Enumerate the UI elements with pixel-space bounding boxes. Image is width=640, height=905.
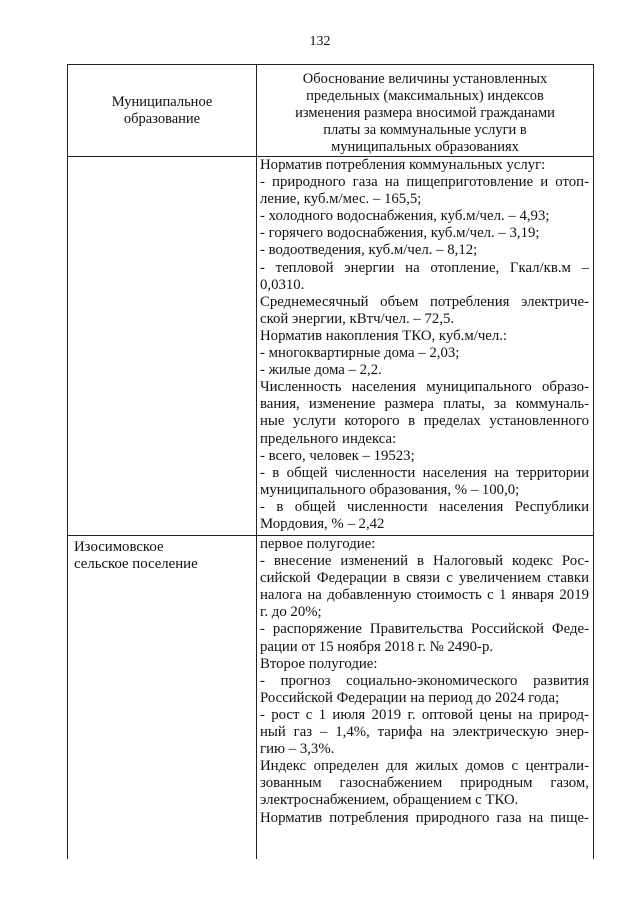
text-line: сийской Федерации в связи с увеличением ставки [260,570,589,587]
text-line: - водоотведения, куб.м/чел. – 8,12; [260,242,478,259]
text-line: рации от 15 ноября 2018 г. № 2490-р. [260,638,494,655]
municipality-name-line: Изосимовское [74,539,164,555]
text-line: Норматив накопления ТКО, куб.м/чел.: [260,327,508,344]
text-line: первое полугодие: [260,536,376,552]
header-municipality-line: образование [123,110,201,127]
table-header-row [68,65,594,157]
text-line: Среднемесячный объем потребления электриче- [260,293,589,310]
table-row [68,536,594,860]
text-line: гию – 3,3%. [260,741,335,758]
text-line: предельного индекса: [260,430,397,447]
header-justification-line: Обоснование величины установленных [302,71,548,87]
text-line: - рост с 1 июля 2019 г. оптовой цены на природ- [260,706,589,723]
row-municipality [68,536,257,860]
text-line: Норматив потребления коммунальных услуг: [260,157,546,173]
table-row [68,157,594,536]
text-line: зованным газоснабжением природным газом, [260,775,589,792]
text-line: - природного газа на пищеприготовление и отоп- [260,174,589,191]
text-line: Индекс определен для жилых домов с централи- [260,758,589,775]
header-justification-line: платы за коммунальные услуги в [323,122,527,138]
text-line: - холодного водоснабжения, куб.м/чел. – 4,93; [260,208,550,225]
text-line: Второе полугодие: [260,655,378,672]
text-line: электроснабжением, обращением с ТКО. [260,792,519,809]
row-justification-text [257,157,594,536]
header-justification-line: предельных (максимальных) индексов [306,88,544,104]
header-justification-line: муниципальных образованиях [331,139,519,155]
text-line: - распоряжение Правительства Российской Феде- [260,621,589,638]
text-line: налога на добавленную стоимость с 1 января 2019 [260,587,589,604]
text-line: - жилые дома – 2,2. [260,362,382,379]
row-municipality [68,157,257,536]
text-line: - горячего водоснабжения, куб.м/чел. – 3,19; [260,225,540,242]
text-line: вания, изменение размера платы, за коммуналь- [260,396,589,413]
text-line: г. до 20%; [260,604,322,621]
text-line: Мордовия, % – 2,42 [260,515,385,532]
text-line: ные услуги которого в пределах установленного [260,413,589,430]
text-line: Норматив потребления природного газа на пище- [260,809,589,826]
text-line: - прогноз социально-экономического развития [260,672,589,689]
index-justification-table [67,64,594,859]
text-line: - внесение изменений в Налоговый кодекс Рос- [260,553,589,570]
header-justification-line: изменения размера вносимой гражданами [295,105,555,121]
header-municipality-line: Муниципальное [111,93,213,110]
row-justification-text [257,536,594,860]
text-line: - в общей численности населения Республики [260,498,589,515]
text-line: ской энергии, кВтч/чел. – 72,5. [260,310,455,327]
text-line: ление, куб.м/мес. – 165,5; [260,191,422,208]
text-line: - в общей численности населения на территории [260,464,589,481]
text-line: - многоквартирные дома – 2,03; [260,345,460,362]
header-justification [257,65,594,157]
text-line: 0,0310. [260,276,305,293]
text-line: - всего, человек – 19523; [260,447,415,464]
text-line: - тепловой энергии на отопление, Гкал/кв.м – [260,259,589,276]
page-number: 132 [309,34,331,49]
text-line: Численность населения муниципального образо- [260,379,589,396]
text-line: ный газ – 1,4%, тарифа на электрическую энер- [260,724,589,741]
text-line: Российской Федерации на период до 2024 года; [260,689,560,706]
text-line: муниципального образования, % – 100,0; [260,481,520,498]
header-municipality [68,65,257,157]
municipality-name-line: сельское поселение [74,556,198,573]
